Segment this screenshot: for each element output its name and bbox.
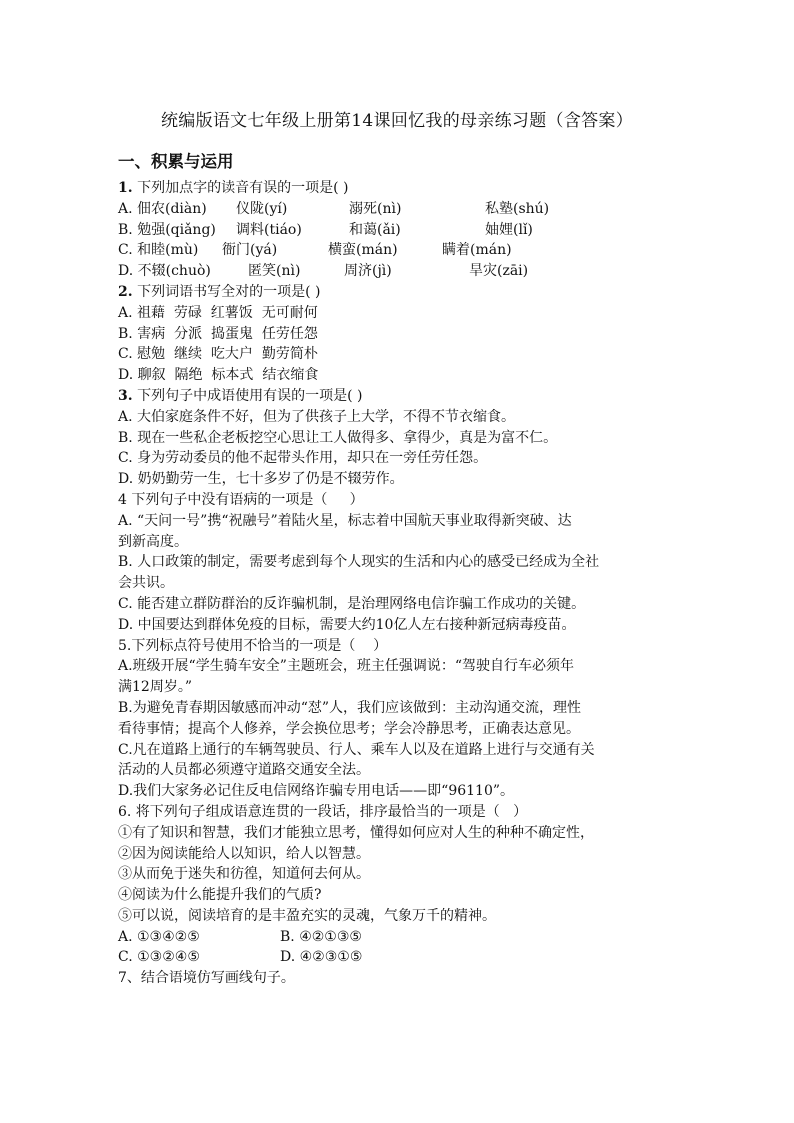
- q4-option-d: D. 中国要达到群体免疫的目标，需要大约10亿人左右接种新冠病毒疫苗。: [118, 616, 576, 633]
- q2-option-d: D. 聊叙 隔绝 标本式 结衣缩食: [118, 367, 319, 384]
- option-word: 私塾(shú): [485, 200, 550, 217]
- q2-option-a: A. 祖藉 劳碌 红薯饭 无可耐何: [118, 304, 318, 321]
- option-a: A. ①③④②⑤: [118, 928, 200, 945]
- question-number: 3.: [118, 387, 133, 404]
- q3-option-d: D. 奶奶勤劳一生，七十多岁了仍是不辍劳作。: [118, 471, 404, 488]
- q6-sentence-3: ③从而免于迷失和彷徨，知道何去何从。: [118, 866, 370, 883]
- option-word: 调料(tiáo): [236, 221, 302, 238]
- q4-option-c: C. 能否建立群防群治的反诈骗机制，是治理网络电信诈骗工作成功的关键。: [118, 595, 586, 612]
- option-word: B. 勉强(qiǎng): [118, 221, 216, 238]
- option-word: 瞒着(mán): [442, 242, 512, 259]
- q4-option-b-line2: 会共识。: [118, 575, 174, 592]
- option-word: 周济(jì): [344, 263, 392, 280]
- q3-option-b: B. 现在一些私企老板挖空心思让工人做得多、拿得少，真是为富不仁。: [118, 429, 558, 446]
- question-body: [118, 178, 678, 989]
- option-word: 仪陇(yí): [236, 200, 288, 217]
- option-c: C. ①③②④⑤: [118, 949, 200, 966]
- q6-sentence-2: ②因为阅读能给人以知识，给人以智慧。: [118, 845, 370, 862]
- option-d: D. ④②③①⑤: [280, 949, 363, 966]
- page-title: 统编版语文七年级上册第14课回忆我的母亲练习题（含答案）: [160, 111, 634, 131]
- q6-options-ab: [118, 927, 678, 948]
- question-5-stem: 5.下列标点符号使用不恰当的一项是（ ）: [118, 637, 388, 654]
- q6-sentence-5: ⑤可以说，阅读培育的是丰盈充实的灵魂，气象万千的精神。: [118, 907, 496, 924]
- option-word: 溺死(nì): [349, 200, 402, 217]
- option-word: C. 和睦(mù): [118, 242, 199, 259]
- question-6-stem: 6. 将下列句子组成语意连贯的一段话，排序最恰当的一项是（ ）: [118, 803, 528, 820]
- option-word: 衙门(yá): [222, 242, 278, 259]
- q2-option-b: B. 害病 分派 捣蛋鬼 任劳任怨: [118, 325, 318, 342]
- q3-option-c: C. 身为劳动委员的他不起带头作用，却只在一旁任劳任怨。: [118, 450, 488, 467]
- q5-option-c-line1: C.凡在道路上通行的车辆驾驶员、行人、乘车人以及在道路上进行与交通有关: [118, 741, 595, 758]
- q4-option-b-line1: B. 人口政策的制定，需要考虑到每个人现实的生活和内心的感受已经成为全社: [118, 554, 600, 571]
- option-word: 匿笑(nì): [248, 263, 301, 280]
- question-text: 下列句子中成语使用有误的一项是( ): [137, 387, 363, 404]
- q2-option-c: C. 慰勉 继续 吃大户 勤劳简朴: [118, 346, 318, 363]
- q5-option-d: D.我们大家务必记住反电信网络诈骗专用电话——即“96110”。: [118, 783, 515, 800]
- question-text: 下列加点字的读音有误的一项是( ): [137, 180, 349, 196]
- option-word: A. 佃农(diàn): [118, 200, 207, 217]
- q1-option-c: [118, 240, 678, 261]
- question-4-stem: 4 下列句子中没有语病的一项是（ ）: [118, 491, 364, 508]
- option-word: 妯娌(lǐ): [485, 221, 533, 238]
- section-heading: 一、积累与运用: [118, 152, 234, 171]
- q4-option-a-line1: A. “天问一号”携“祝融号”着陆火星，标志着中国航天事业取得新突破、达: [118, 512, 572, 529]
- q3-option-a: A. 大伯家庭条件不好，但为了供孩子上大学，不得不节衣缩食。: [118, 408, 516, 425]
- question-3-stem: [118, 386, 678, 407]
- option-word: 横蛮(mán): [328, 242, 398, 259]
- q4-option-a-line2: 到新高度。: [118, 533, 188, 550]
- question-7-stem: 7、结合语境仿写画线句子。: [118, 970, 295, 987]
- question-text: 下列词语书写全对的一项是( ): [137, 283, 321, 300]
- q1-option-b: [118, 220, 678, 241]
- option-word: 旱灾(zāi): [469, 263, 529, 280]
- option-word: D. 不辍(chuò): [118, 263, 211, 280]
- q6-sentence-4: ④阅读为什么能提升我们的气质?: [118, 887, 322, 904]
- option-word: 和蔼(ǎi): [349, 221, 401, 238]
- q5-option-a-line2: 满12周岁。”: [118, 679, 192, 696]
- option-b: B. ④②①③⑤: [280, 928, 362, 945]
- q5-option-c-line2: 活动的人员都必须遵守道路交通安全法。: [118, 762, 370, 779]
- q5-option-a-line1: A.班级开展“学生骑车安全”主题班会，班主任强调说：“驾驶自行车必须年: [118, 658, 575, 675]
- q1-option-d: [118, 261, 678, 282]
- question-number: 2.: [118, 283, 133, 300]
- q1-option-a: [118, 199, 678, 220]
- q6-options-cd: [118, 947, 678, 968]
- q6-sentence-1: ①有了知识和智慧，我们才能独立思考，懂得如何应对人生的种种不确定性，: [118, 824, 594, 841]
- question-1-stem: [118, 178, 678, 199]
- q5-option-b-line1: B.为避免青春期因敏感而冲动“怼”人，我们应该做到：主动沟通交流，理性: [118, 699, 582, 716]
- question-2-stem: [118, 282, 678, 303]
- question-number: 1.: [118, 180, 133, 196]
- q5-option-b-line2: 看待事情；提高个人修养，学会换位思考；学会冷静思考，正确表达意见。: [118, 720, 580, 737]
